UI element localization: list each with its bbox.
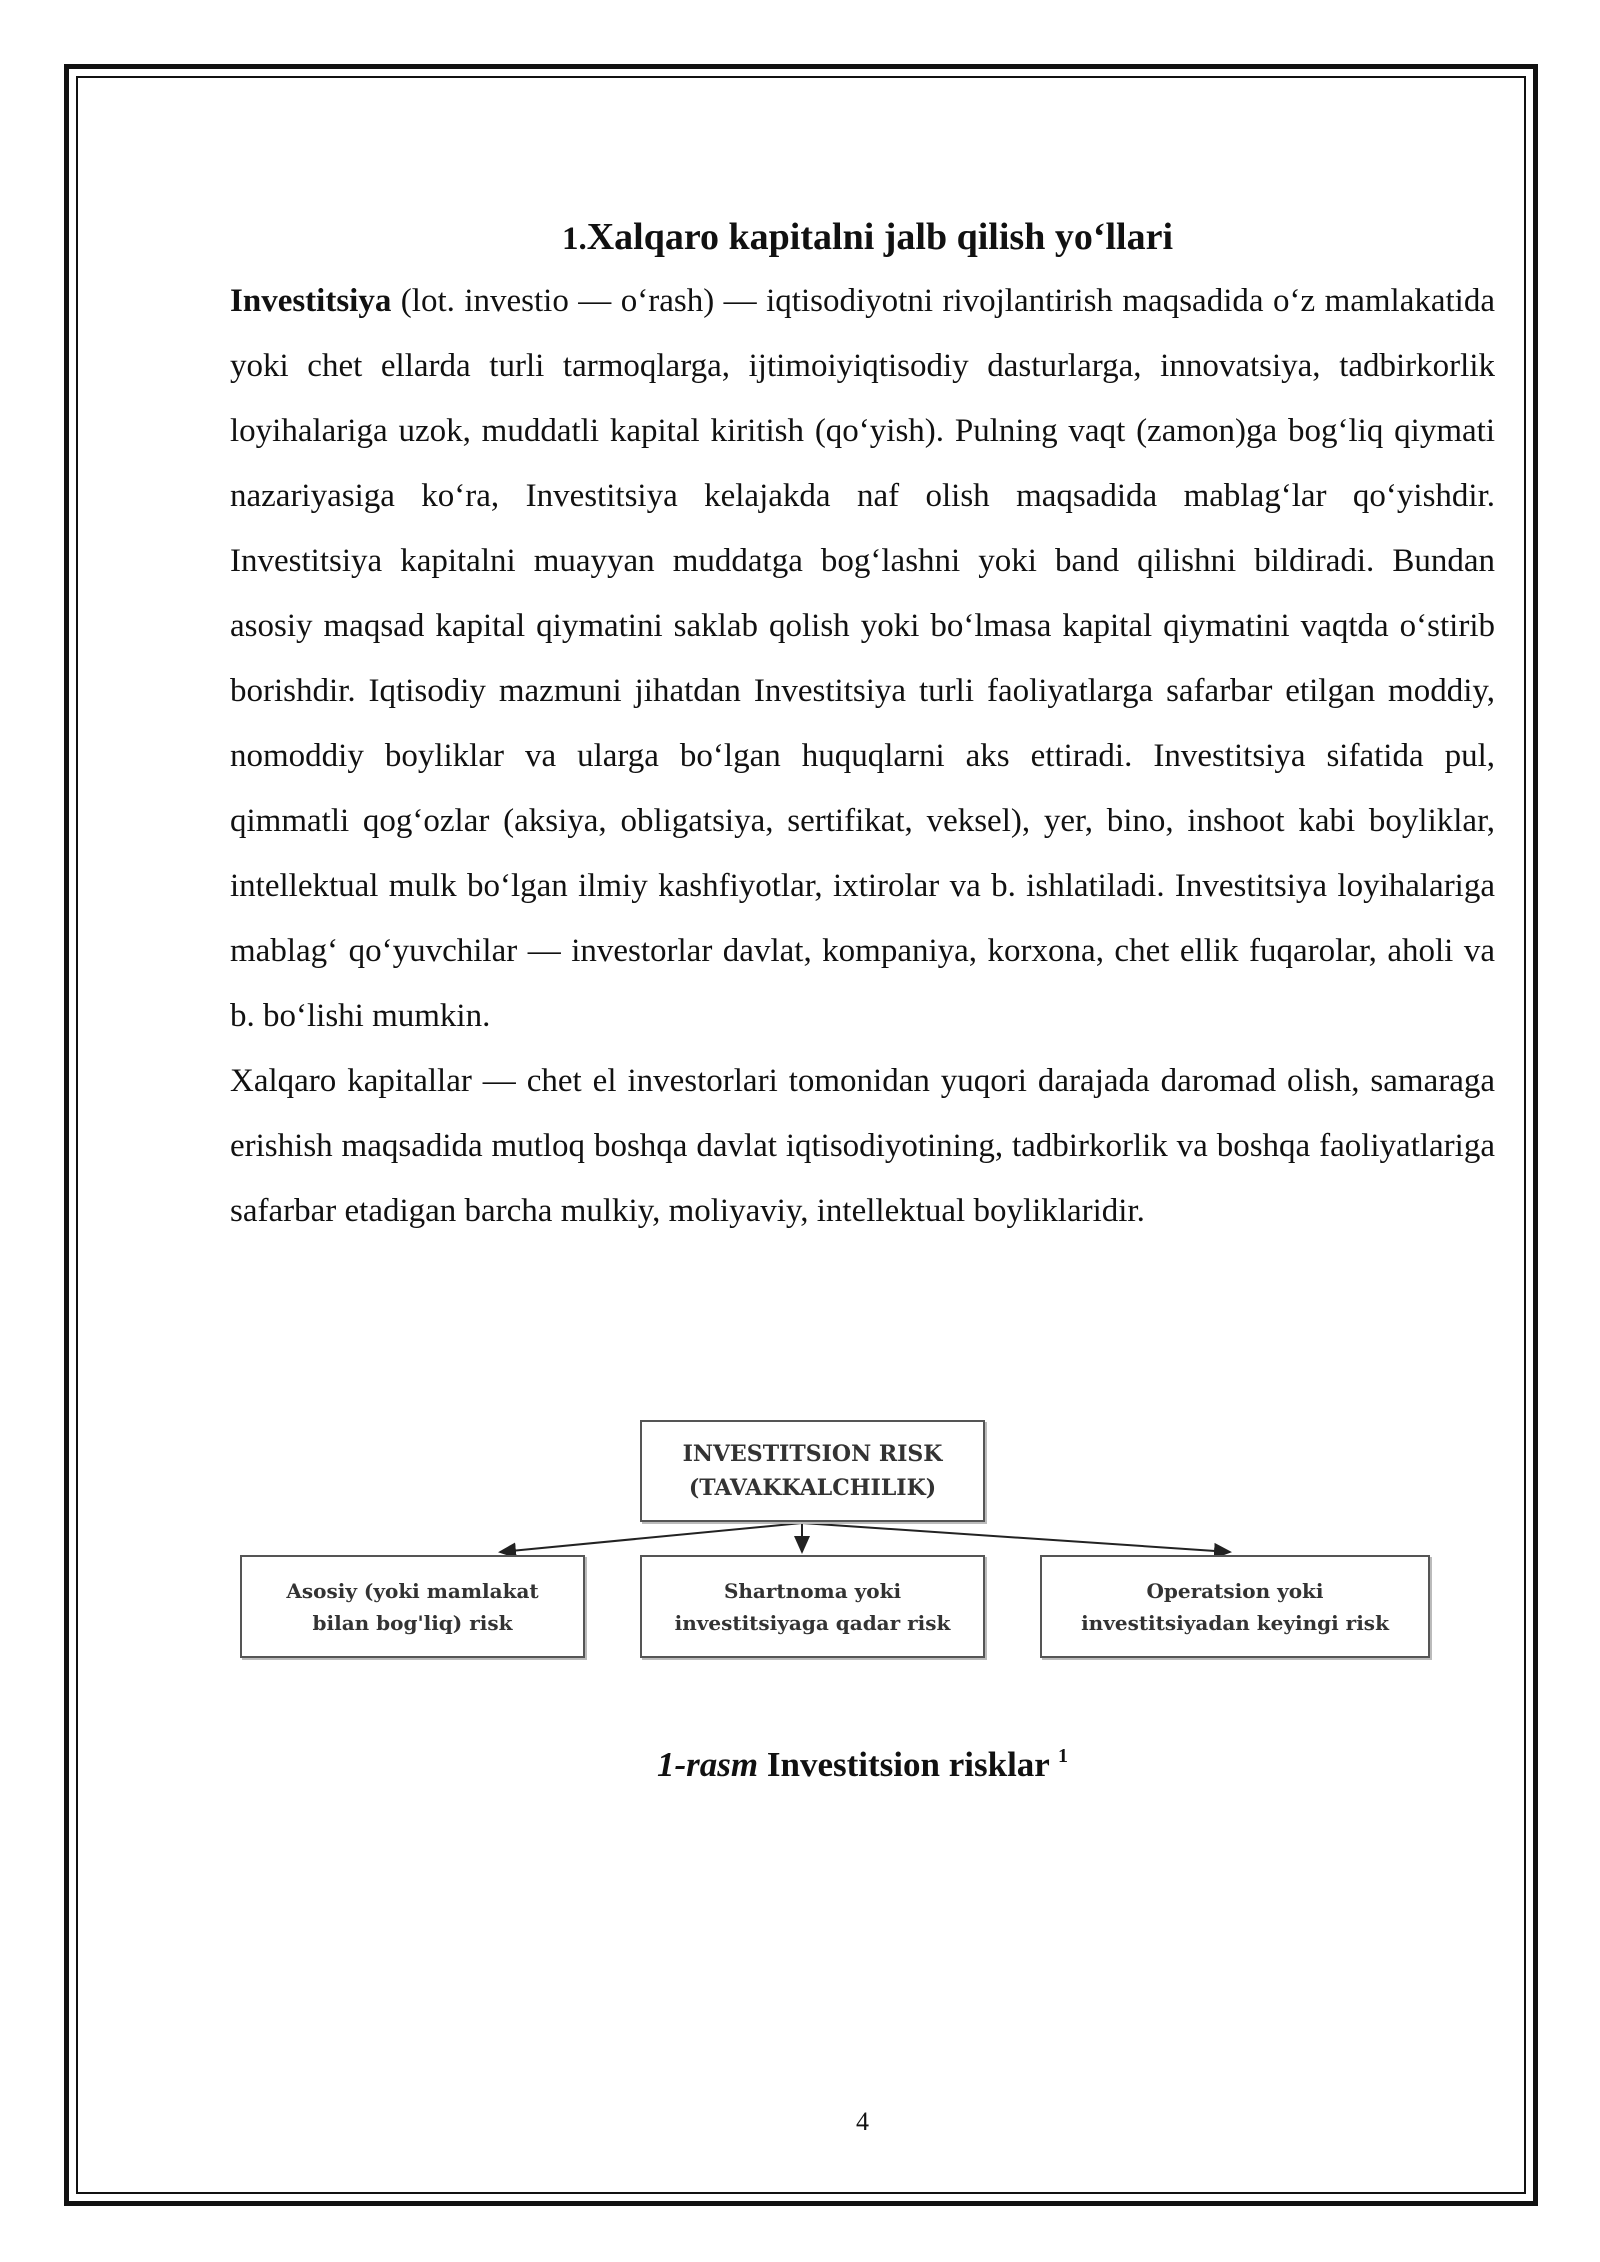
section-title: Xalqaro kapitalni jalb qilish yo‘llari: [586, 216, 1174, 258]
risk-diagram: [230, 1420, 1495, 1670]
diagram-box-line: Shartnoma yoki: [723, 1578, 902, 1603]
footnote-marker: 1: [1057, 1745, 1068, 1767]
page-number: 4: [856, 2107, 869, 2136]
section-heading: [230, 215, 1495, 259]
figure-title: Investitsion risklar: [758, 1745, 1058, 1784]
page-content: [230, 215, 1495, 1244]
connector-left: [500, 1523, 802, 1552]
paragraph-investitsiya-text: (lot. investio — o‘rash) — iqtisodiyotni rivojlantirish maqsadida o‘z mamlakatida yoki chet ellarda turli tarmoqlarga, ijtimoiyiqtisodiy dasturlarga, innovatsiya, tadbirkorlik loyihalariga uzok, muddatli kapital kiritish (qo‘yish). Pulning vaqt (zamon)ga bog‘liq qiymati nazariyasiga ko‘ra, Investitsiya kelajakda naf olish maqsadida mablag‘lar qo‘yishdir. Investitsiya kapitalni muayyan muddatga bog‘lashni yoki band qilishni bildiradi. Bundan asosiy maqsad kapital qiymatini saklab qolish yoki bo‘lmasa kapital qiymatini vaqtda o‘stirib borishdir. Iqtisodiy mazmuni jihatdan Investitsiya turli faoliyatlarga safarbar etilgan moddiy, nomoddiy boyliklar va ularga bo‘lgan huquqlarni aks ettiradi. Investitsiya sifatida pul, qimmatli qog‘ozlar (aksiya, obligatsiya, sertifikat, veksel), yer, bino, inshoot kabi boyliklar, intellektual mulk bo‘lgan ilmiy kashfiyotlar, ixtirolar va b. ishlatiladi. Investitsiya loyihalariga mablag‘ qo‘yuvchilar — investorlar davlat, kompaniya, korxona, chet ellik fuqarolar, aholi va b. bo‘lishi mumkin.: [230, 283, 1495, 1034]
diagram-box-shartnoma-risk: [640, 1555, 985, 1658]
diagram-box-line: investitsiyadan keyingi risk: [1081, 1610, 1389, 1635]
diagram-box-operatsion-risk: [1040, 1555, 1430, 1658]
diagram-box-line: INVESTITSION RISK: [682, 1441, 943, 1467]
diagram-box-line: bilan bog'liq) risk: [312, 1610, 513, 1635]
paragraph-investitsiya: [230, 269, 1495, 1049]
term-investitsiya: Investitsiya: [230, 283, 392, 319]
paragraph-xalqaro-kapitallar: Xalqaro kapitallar — chet el investorlari tomonidan yuqori darajada daromad olish, samaraga erishish maqsadida mutloq boshqa davlat iqtisodiyotining, tadbirkorlik va boshqa faoliyatlariga safarbar etadigan barcha mulkiy, moliyaviy, intellektual boyliklaridir.: [230, 1063, 1495, 1229]
diagram-box-line: Asosiy (yoki mamlakat: [286, 1578, 539, 1603]
diagram-box-line: (TAVAKKALCHILIK): [688, 1475, 937, 1501]
diagram-box-asosiy-risk: [240, 1555, 585, 1658]
diagram-box-line: investitsiyaga qadar risk: [674, 1610, 951, 1635]
figure-caption: [230, 1745, 1495, 1785]
section-number: 1.: [561, 221, 587, 257]
connector-right: [802, 1523, 1230, 1552]
diagram-box-investitsion-risk: [640, 1420, 985, 1522]
figure-number: 1-rasm: [657, 1745, 759, 1784]
diagram-box-line: Operatsion yoki: [1146, 1578, 1324, 1603]
